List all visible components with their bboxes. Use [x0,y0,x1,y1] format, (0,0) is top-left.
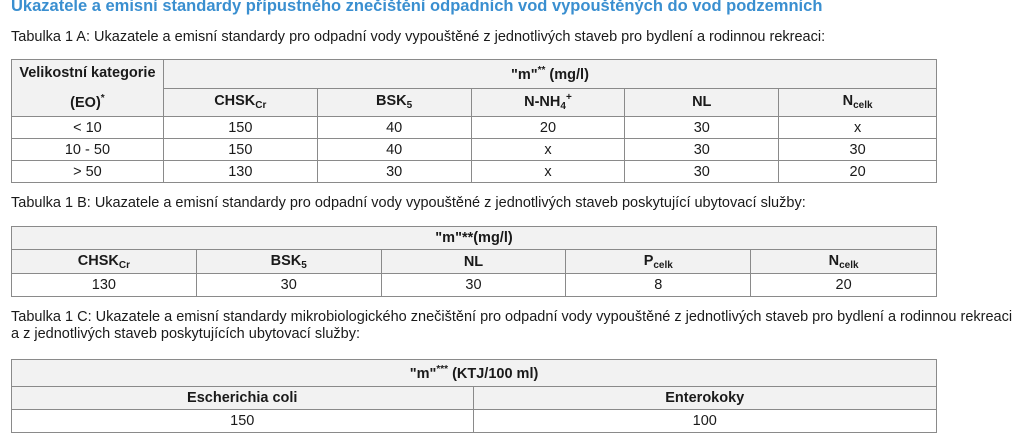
table-row [12,274,937,297]
col-nl: NL [625,88,779,117]
table-cell: 30 [317,161,471,183]
col-nl: NL [381,250,566,274]
table-cell: 8 [566,274,751,297]
unit-header-sup: *** [436,364,449,375]
col-pcelk-sub: celk [653,259,673,271]
table-c [11,359,937,433]
col-bsk-label: BSK [270,252,302,269]
table-cell: x [779,117,937,139]
table-row [12,161,937,183]
table-cell: < 10 [12,117,164,139]
table-cell: 30 [625,139,779,161]
col-nnh4 [471,88,625,117]
table-row [12,410,937,433]
table-cell: 20 [471,117,625,139]
unit-header-suffix: (KTJ/100 ml) [448,366,539,382]
page-title: Ukazatele a emisní standardy přípustného znečištění odpadních vod vypouštěných do vod podzemních [11,0,823,15]
table-cell: 130 [163,161,317,183]
table-row [12,117,937,139]
table-cell: > 50 [12,161,164,183]
table-a [11,59,937,183]
col-ncelk [779,88,937,117]
table-cell: x [471,139,625,161]
col-bsk [196,250,381,274]
table-cell: 20 [779,161,937,183]
table-cell: 130 [12,274,197,297]
table-cell: 10 - 50 [12,139,164,161]
unit-header-label: "m" [409,366,437,382]
table-cell: 20 [751,274,937,297]
col-ncelk-label: N [842,93,854,110]
col-ncelk-sub: celk [839,259,859,271]
unit-header: "m"**(mg/l) [12,227,937,250]
table-cell: 30 [196,274,381,297]
category-header [12,60,164,117]
table-cell: 30 [625,161,779,183]
unit-header-sup: ** [537,64,546,76]
table-cell: 150 [12,410,474,433]
table-cell: 30 [625,117,779,139]
table-row [12,139,937,161]
col-bsk [317,88,471,117]
col-chsk-sub: Cr [255,100,267,112]
unit-header [163,60,936,89]
table-cell: 30 [381,274,566,297]
col-escherichia-coli: Escherichia coli [12,387,474,410]
category-header-line2: (EO) [70,95,101,111]
col-nnh4-sup: + [565,92,572,104]
table-cell: 150 [163,117,317,139]
col-pcelk [566,250,751,274]
category-header-line1: Velikostní kategorie [19,65,156,81]
col-chsk-sub: Cr [118,259,131,271]
col-chsk-label: CHSK [77,252,119,269]
col-bsk-sub: 5 [301,259,307,271]
table-b [11,226,937,297]
col-chsk-label: CHSK [214,93,256,110]
col-chsk [12,250,197,274]
col-bsk-label: BSK [376,93,407,110]
table-cell: 150 [163,139,317,161]
col-pcelk-label: P [643,252,654,269]
table-cell: x [471,161,625,183]
unit-header-label: "m" [510,66,538,83]
table-b-caption: Tabulka 1 B: Ukazatele a emisní standardy pro odpadní vody vypouštěné z jednotlivých staveb poskytující ubytovací služby: [11,195,806,211]
col-chsk [163,88,317,117]
col-nnh4-label: N-NH [524,94,561,111]
col-ncelk [751,250,937,274]
unit-header [12,360,937,387]
table-cell: 40 [317,139,471,161]
col-ncelk-label: N [828,252,840,269]
col-ncelk-sub: celk [853,100,873,112]
table-cell: 30 [779,139,937,161]
col-enterokoky: Enterokoky [473,387,937,410]
col-bsk-sub: 5 [406,100,413,112]
col-nnh4-sub: 4 [560,101,566,113]
table-a-caption: Tabulka 1 A: Ukazatele a emisní standardy pro odpadní vody vypouštěné z jednotlivých staveb pro bydlení a rodinnou rekreaci: [11,29,826,45]
table-cell: 40 [317,117,471,139]
category-header-sup: * [100,93,105,104]
unit-header-suffix: (mg/l) [545,66,589,83]
table-c-caption: Tabulka 1 C: Ukazatele a emisní standardy mikrobiologického znečištění pro odpadní vody vypouštěné z jednotlivých staveb pro bydlení a rodinnou rekreaci a z jednotlivých staveb poskytujících ubytovací služby: [11,309,1013,342]
table-cell: 100 [473,410,937,433]
